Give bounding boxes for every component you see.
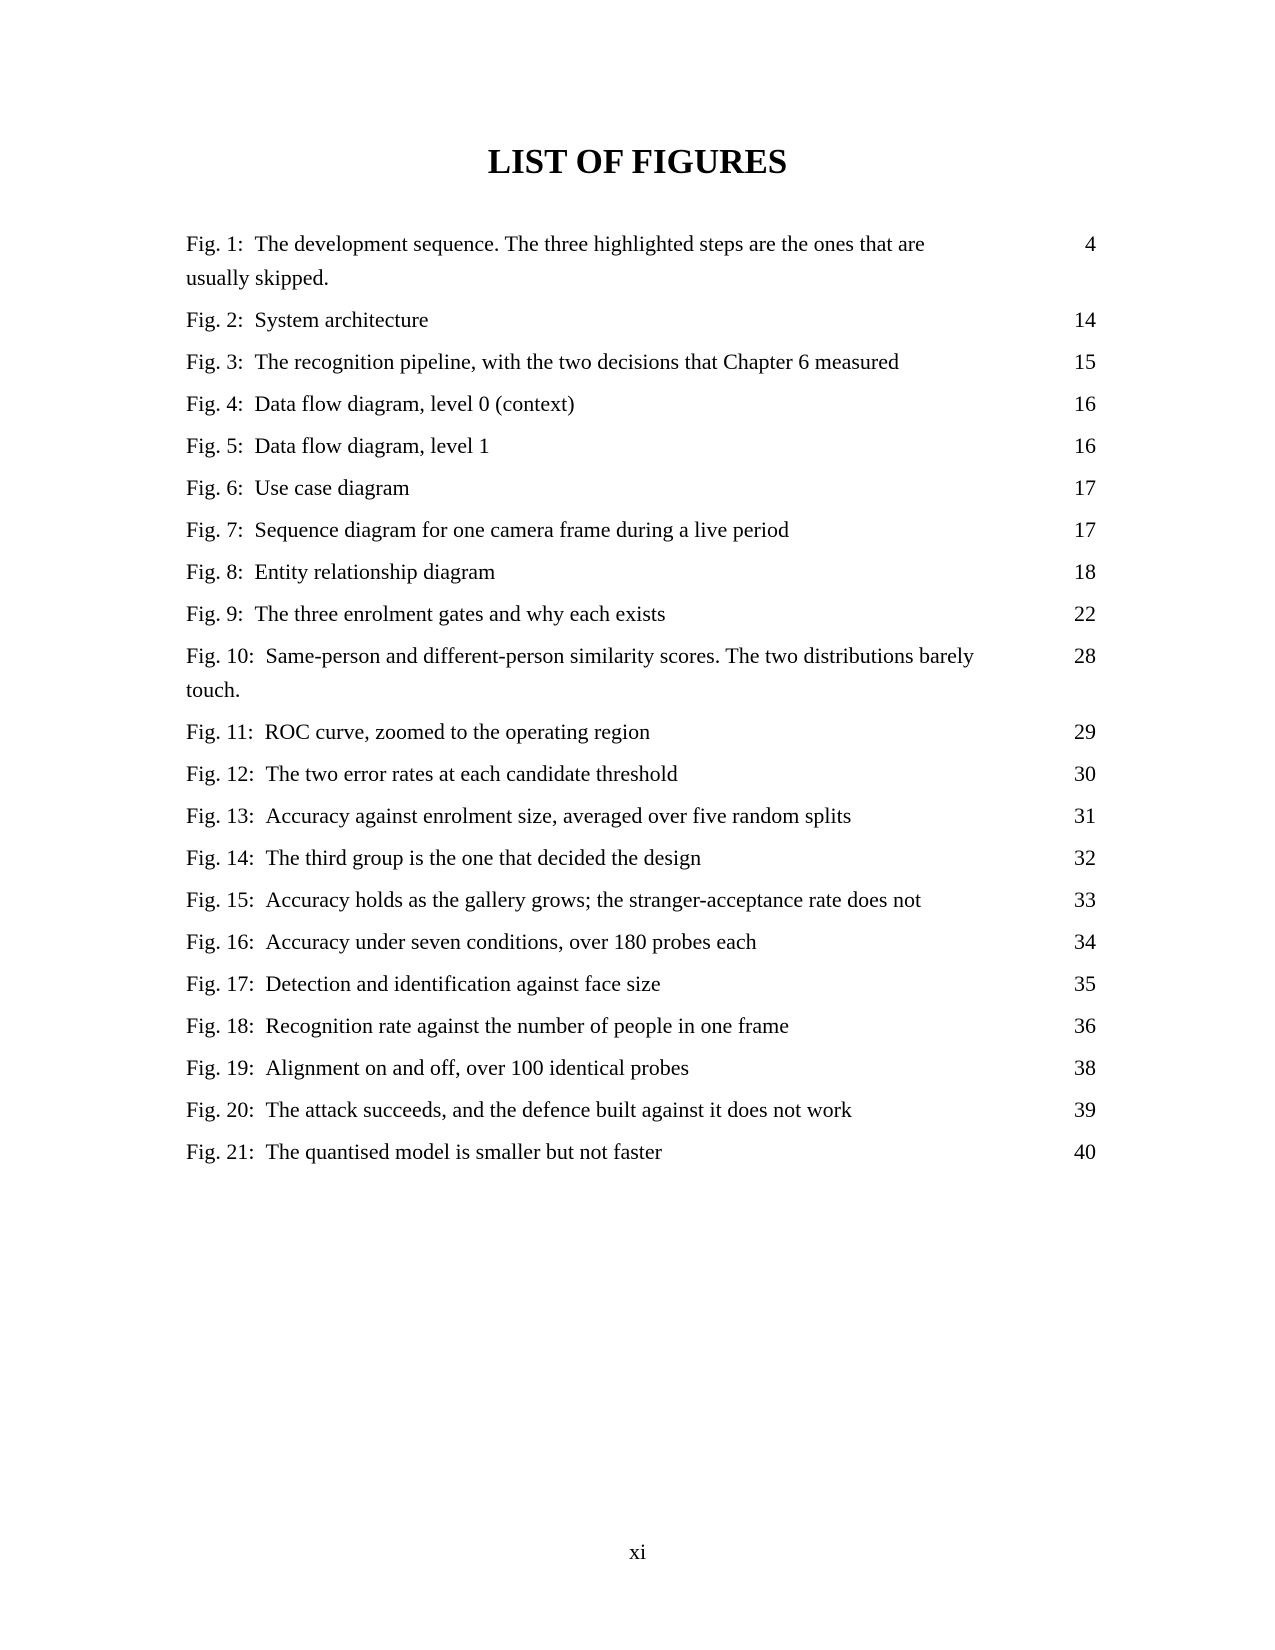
page-number: xi	[628, 1539, 647, 1564]
list-item	[186, 925, 1096, 959]
figure-page-number: 39	[1074, 1097, 1096, 1122]
list-item	[186, 639, 1096, 707]
figure-page-number: 30	[1074, 761, 1096, 786]
figure-page-number: 34	[1074, 929, 1096, 954]
figure-page-number: 16	[1074, 391, 1096, 416]
figure-page-number: 38	[1074, 1055, 1096, 1080]
figure-page-number: 36	[1074, 1013, 1096, 1038]
figure-caption: Fig. 12: The two error rates at each candidate threshold	[186, 761, 678, 786]
figure-caption: Fig. 20: The attack succeeds, and the defence built against it does not work	[186, 1097, 852, 1122]
list-item	[186, 471, 1096, 505]
figure-page-number: 28	[1074, 643, 1096, 668]
list-item	[186, 597, 1096, 631]
list-item	[186, 967, 1096, 1001]
list-item	[186, 883, 1096, 917]
figure-caption: Fig. 16: Accuracy under seven conditions, over 180 probes each	[186, 929, 757, 954]
figure-page-number: 4	[1085, 231, 1096, 256]
figure-caption: Fig. 7: Sequence diagram for one camera frame during a live period	[186, 517, 789, 542]
list-item	[186, 715, 1096, 749]
figure-caption: Fig. 6: Use case diagram	[186, 475, 410, 500]
figure-page-number: 35	[1074, 971, 1096, 996]
figure-page-number: 33	[1074, 887, 1096, 912]
figure-caption: Fig. 10: Same-person and different-person similarity scores. The two distributions barely touch.	[186, 643, 974, 702]
list-item	[186, 345, 1096, 379]
figure-caption: Fig. 13: Accuracy against enrolment size, averaged over five random splits	[186, 803, 852, 828]
page-title: LIST OF FIGURES	[487, 142, 788, 181]
figure-caption: Fig. 5: Data flow diagram, level 1	[186, 433, 490, 458]
figure-caption: Fig. 18: Recognition rate against the number of people in one frame	[186, 1013, 790, 1038]
list-item	[186, 841, 1096, 875]
list-item	[186, 1009, 1096, 1043]
list-item	[186, 799, 1096, 833]
figure-page-number: 31	[1074, 803, 1096, 828]
figure-caption: Fig. 9: The three enrolment gates and why each exists	[186, 601, 666, 626]
list-item	[186, 513, 1096, 547]
list-item	[186, 227, 1096, 295]
figure-caption: Fig. 17: Detection and identification against face size	[186, 971, 661, 996]
figure-caption: Fig. 8: Entity relationship diagram	[186, 559, 496, 584]
figure-page-number: 17	[1074, 475, 1096, 500]
list-item	[186, 429, 1096, 463]
figure-caption: Fig. 11: ROC curve, zoomed to the operating region	[186, 719, 651, 744]
figure-caption: Fig. 14: The third group is the one that decided the design	[186, 845, 702, 870]
figure-page-number: 32	[1074, 845, 1096, 870]
list-item	[186, 555, 1096, 589]
figure-caption: Fig. 19: Alignment on and off, over 100 identical probes	[186, 1055, 690, 1080]
figure-page-number: 18	[1074, 559, 1096, 584]
figure-caption: Fig. 2: System architecture	[186, 307, 429, 332]
figure-caption: Fig. 21: The quantised model is smaller but not faster	[186, 1139, 662, 1164]
figure-page-number: 15	[1074, 349, 1096, 374]
list-item	[186, 757, 1096, 791]
figure-caption: Fig. 4: Data flow diagram, level 0 (context)	[186, 391, 575, 416]
figure-page-number: 22	[1074, 601, 1096, 626]
figure-page-number: 29	[1074, 719, 1096, 744]
list-item	[186, 1135, 1096, 1169]
list-item	[186, 1051, 1096, 1085]
figure-page-number: 40	[1074, 1139, 1096, 1164]
figure-page-number: 14	[1074, 307, 1096, 332]
list-item	[186, 303, 1096, 337]
figure-caption: Fig. 1: The development sequence. The three highlighted steps are the ones that are usually skipped.	[186, 231, 925, 290]
list-item	[186, 387, 1096, 421]
list-item	[186, 1093, 1096, 1127]
figure-caption: Fig. 3: The recognition pipeline, with the two decisions that Chapter 6 measured	[186, 349, 900, 374]
figure-list	[186, 227, 1096, 1177]
figure-page-number: 17	[1074, 517, 1096, 542]
figure-page-number: 16	[1074, 433, 1096, 458]
figure-caption: Fig. 15: Accuracy holds as the gallery grows; the stranger-acceptance rate does not	[186, 887, 922, 912]
